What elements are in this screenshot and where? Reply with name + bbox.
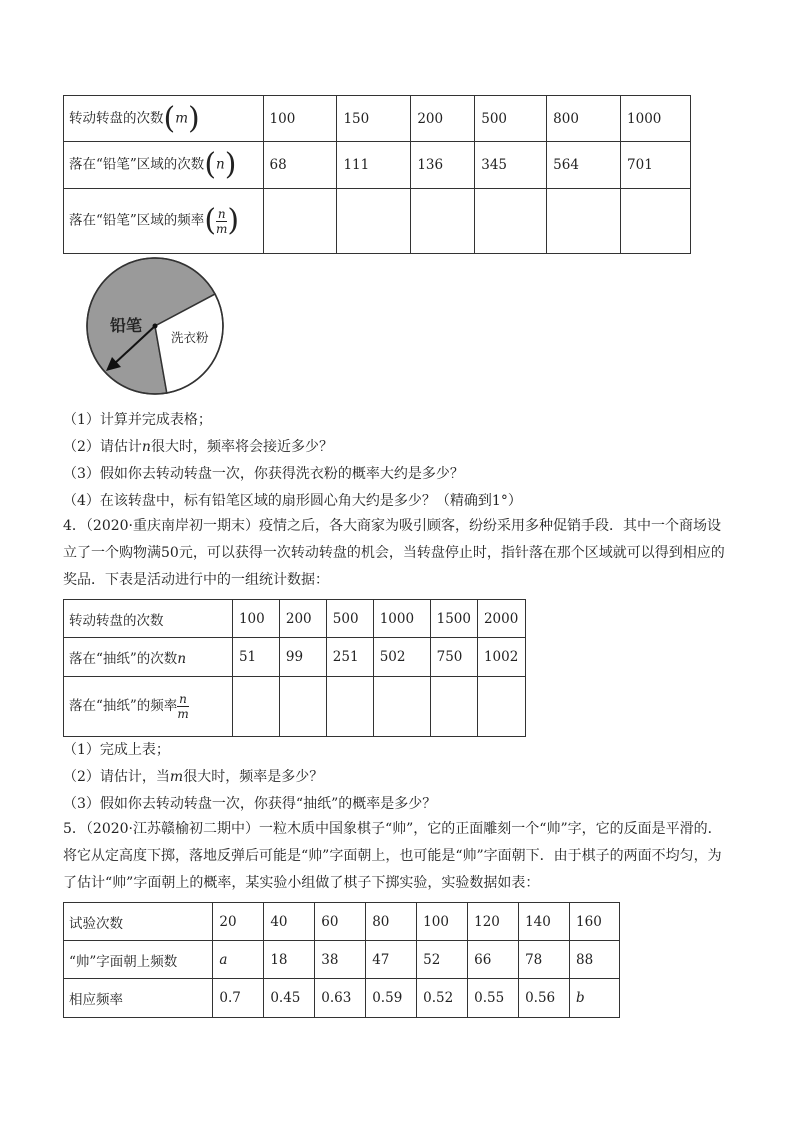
table-spinner-tissue bbox=[63, 599, 526, 737]
table-cell: 0.52 bbox=[417, 979, 468, 1018]
table-cell: 200 bbox=[411, 96, 475, 142]
table-cell: 66 bbox=[468, 941, 519, 979]
table-cell: 345 bbox=[475, 142, 547, 189]
table-cell: 800 bbox=[547, 96, 621, 142]
table-row bbox=[64, 638, 526, 677]
table-cell: 88 bbox=[570, 941, 620, 979]
row-label: 落在“铅笔”区域的频率( $\frac{n}{m}$ ) bbox=[64, 189, 264, 254]
fraction: $\frac{n}{m}$ bbox=[177, 692, 189, 721]
fraction: $\frac{n}{m}$ bbox=[216, 206, 228, 236]
q5-paragraph: 5．（2020·江苏赣榆初二期中）一粒木质中国象棋子“帅”，它的正面雕刻一个“帅”字，它的反面是平滑的．将它从定高度下掷，落地反弹后可能是“帅”字面朝上，也可能是“帅”字面朝下．由于棋子的两面不均匀，为了估计“帅”字面朝上的概率，某实验小组做了棋子下掷实验，实验数据如表： bbox=[63, 821, 722, 891]
table-cell: 100 bbox=[263, 96, 337, 142]
table-cell bbox=[477, 677, 525, 737]
table-cell: 0.63 bbox=[315, 979, 366, 1018]
table-cell: 40 bbox=[264, 903, 315, 941]
table-cell: 1500 bbox=[430, 600, 477, 638]
q4-paragraph: 4．（2020·重庆南岸初一期末）疫情之后，各大商家为吸引顾客，纷纷采用多种促销手段．其中一个商场设立了一个购物满50元，可以获得一次转动转盘的机会，当转盘停止时，指针落在那个区域就可以得到相应的奖品．下表是活动进行中的一组统计数据： bbox=[63, 518, 725, 588]
table-cell: 200 bbox=[279, 600, 326, 638]
label-detergent: 洗衣粉 bbox=[171, 330, 209, 345]
table-cell bbox=[621, 189, 691, 254]
table-row bbox=[64, 903, 620, 941]
q3-item-3: （3）假如你去转动转盘一次，你获得洗衣粉的概率大约是多少？ bbox=[63, 466, 464, 482]
table-cell: 60 bbox=[315, 903, 366, 941]
pivot bbox=[153, 324, 158, 329]
table-cell: 0.56 bbox=[519, 979, 570, 1018]
table-cell bbox=[279, 677, 326, 737]
table-row bbox=[64, 142, 691, 189]
table-cell bbox=[232, 677, 279, 737]
q3-item-2: （2）请估计n很大时，频率将会接近多少？ bbox=[63, 439, 333, 455]
table-cell: 100 bbox=[417, 903, 468, 941]
table-cell: 20 bbox=[213, 903, 264, 941]
table-cell: 500 bbox=[326, 600, 373, 638]
table-spinner-pencil bbox=[63, 95, 691, 254]
table-cell: 2000 bbox=[477, 600, 525, 638]
table-cell: b bbox=[570, 979, 620, 1018]
row-label: 落在“铅笔”区域的次数(n) bbox=[64, 142, 264, 189]
row-label: 落在“抽纸”的频率 $\frac{n}{m}$ bbox=[64, 677, 233, 737]
table-cell: 47 bbox=[366, 941, 417, 979]
table-cell: 150 bbox=[337, 96, 411, 142]
row-label: 相应频率 bbox=[64, 979, 213, 1018]
table-cell: 160 bbox=[570, 903, 620, 941]
spinner-diagram bbox=[84, 257, 234, 407]
table-cell: 52 bbox=[417, 941, 468, 979]
row-label: 转动转盘的次数(m) bbox=[64, 96, 264, 142]
table-cell: 500 bbox=[475, 96, 547, 142]
table-cell: 1000 bbox=[373, 600, 430, 638]
table-cell: 68 bbox=[263, 142, 337, 189]
table-cell: 51 bbox=[232, 638, 279, 677]
table-cell: 140 bbox=[519, 903, 570, 941]
table-cell: 100 bbox=[232, 600, 279, 638]
table-cell: 111 bbox=[337, 142, 411, 189]
q4-item-3: （3）假如你去转动转盘一次，你获得“抽纸”的概率是多少？ bbox=[63, 796, 437, 812]
q4-item-2: （2）请估计，当m很大时，频率是多少？ bbox=[63, 769, 324, 785]
table-row bbox=[64, 96, 691, 142]
table-cell bbox=[373, 677, 430, 737]
table-row bbox=[64, 600, 526, 638]
table-cell bbox=[326, 677, 373, 737]
table-row bbox=[64, 979, 620, 1018]
table-cell: 1002 bbox=[477, 638, 525, 677]
table-cell: 80 bbox=[366, 903, 417, 941]
table-cell: 99 bbox=[279, 638, 326, 677]
table-cell: 0.55 bbox=[468, 979, 519, 1018]
table-row bbox=[64, 941, 620, 979]
table-cell: 0.7 bbox=[213, 979, 264, 1018]
row-label: 转动转盘的次数 bbox=[64, 600, 233, 638]
table-row bbox=[64, 677, 526, 737]
table-cell bbox=[411, 189, 475, 254]
table-cell bbox=[430, 677, 477, 737]
table-cell: 251 bbox=[326, 638, 373, 677]
table-cell: 38 bbox=[315, 941, 366, 979]
table-cell: a bbox=[213, 941, 264, 979]
table-cell: 564 bbox=[547, 142, 621, 189]
table-cell: 136 bbox=[411, 142, 475, 189]
table-cell: 18 bbox=[264, 941, 315, 979]
label-pencil: 铅笔 bbox=[110, 316, 143, 335]
table-cell bbox=[547, 189, 621, 254]
table-cell bbox=[475, 189, 547, 254]
table-cell bbox=[263, 189, 337, 254]
table-cell: 0.45 bbox=[264, 979, 315, 1018]
table-cell: 502 bbox=[373, 638, 430, 677]
table-cell: 701 bbox=[621, 142, 691, 189]
table-cell: 78 bbox=[519, 941, 570, 979]
row-label: 落在“抽纸”的次数n bbox=[64, 638, 233, 677]
table-row bbox=[64, 189, 691, 254]
row-label: 试验次数 bbox=[64, 903, 213, 941]
row-label: “帅”字面朝上频数 bbox=[64, 941, 213, 979]
table-cell: 750 bbox=[430, 638, 477, 677]
q3-item-1: （1）计算并完成表格； bbox=[63, 412, 212, 428]
table-cell: 120 bbox=[468, 903, 519, 941]
table-cell bbox=[337, 189, 411, 254]
table-chess-piece bbox=[63, 902, 620, 1018]
q3-item-4: （4）在该转盘中，标有铅笔区域的扇形圆心角大约是多少？（精确到1°） bbox=[63, 493, 522, 509]
table-cell: 1000 bbox=[621, 96, 691, 142]
q4-item-1: （1）完成上表； bbox=[63, 742, 170, 758]
table-cell: 0.59 bbox=[366, 979, 417, 1018]
